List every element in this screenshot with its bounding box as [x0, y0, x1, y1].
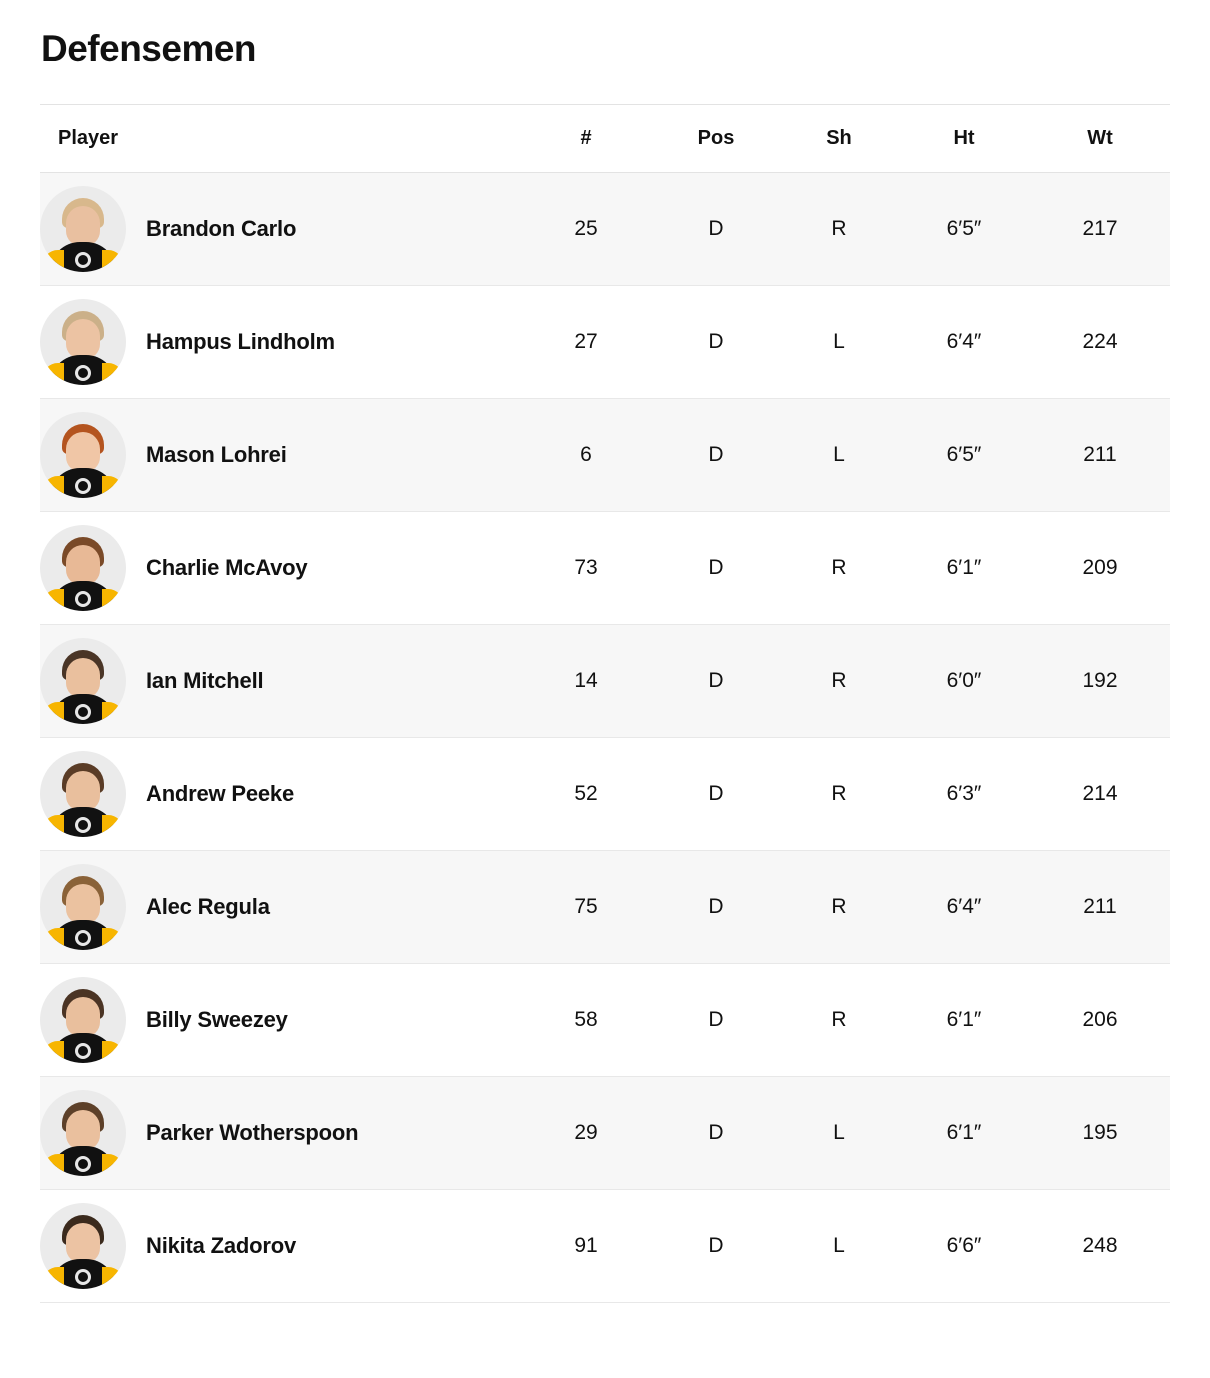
player-wrap	[40, 638, 520, 724]
player-position: D	[652, 399, 780, 512]
table-row[interactable]	[40, 399, 1170, 512]
player-shoots: L	[780, 399, 898, 512]
player-cell[interactable]	[40, 173, 520, 286]
player-weight: 209	[1030, 512, 1170, 625]
player-wrap	[40, 751, 520, 837]
player-wrap	[40, 864, 520, 950]
table-header	[40, 105, 1170, 173]
player-number: 27	[520, 286, 652, 399]
player-height: 6′1″	[898, 1077, 1030, 1190]
table-row[interactable]	[40, 1077, 1170, 1190]
column-header-position[interactable]: Pos	[652, 105, 780, 173]
headshot-shoulder-right	[102, 476, 124, 498]
player-number: 14	[520, 625, 652, 738]
player-wrap	[40, 1090, 520, 1176]
player-position: D	[652, 512, 780, 625]
avatar	[40, 751, 126, 837]
player-weight: 211	[1030, 851, 1170, 964]
player-height: 6′4″	[898, 851, 1030, 964]
avatar	[40, 977, 126, 1063]
headshot-face	[66, 206, 100, 246]
player-cell[interactable]	[40, 1190, 520, 1303]
player-position: D	[652, 625, 780, 738]
player-shoots: R	[780, 625, 898, 738]
table-row[interactable]	[40, 625, 1170, 738]
player-weight: 195	[1030, 1077, 1170, 1190]
player-height: 6′4″	[898, 286, 1030, 399]
player-cell[interactable]	[40, 286, 520, 399]
player-weight: 211	[1030, 399, 1170, 512]
column-header-weight[interactable]: Wt	[1030, 105, 1170, 173]
team-logo-icon	[75, 704, 91, 720]
headshot-face	[66, 997, 100, 1037]
headshot-shoulder-right	[102, 815, 124, 837]
player-name: Parker Wotherspoon	[146, 1120, 359, 1146]
player-weight: 248	[1030, 1190, 1170, 1303]
headshot-face	[66, 884, 100, 924]
table-row[interactable]	[40, 286, 1170, 399]
team-logo-icon	[75, 1156, 91, 1172]
player-number: 73	[520, 512, 652, 625]
player-number: 6	[520, 399, 652, 512]
player-position: D	[652, 964, 780, 1077]
column-header-player[interactable]: Player	[40, 105, 520, 173]
headshot-shoulder-left	[42, 928, 64, 950]
player-height: 6′5″	[898, 173, 1030, 286]
headshot-face	[66, 771, 100, 811]
player-shoots: L	[780, 1190, 898, 1303]
headshot-face	[66, 1223, 100, 1263]
table-row[interactable]	[40, 512, 1170, 625]
player-wrap	[40, 299, 520, 385]
team-logo-icon	[75, 591, 91, 607]
player-position: D	[652, 1190, 780, 1303]
player-shoots: R	[780, 173, 898, 286]
player-weight: 192	[1030, 625, 1170, 738]
player-cell[interactable]	[40, 851, 520, 964]
player-name: Billy Sweezey	[146, 1007, 288, 1033]
player-height: 6′1″	[898, 512, 1030, 625]
player-number: 58	[520, 964, 652, 1077]
headshot-face	[66, 432, 100, 472]
headshot-shoulder-left	[42, 702, 64, 724]
player-height: 6′5″	[898, 399, 1030, 512]
player-position: D	[652, 738, 780, 851]
player-shoots: R	[780, 851, 898, 964]
headshot-shoulder-left	[42, 1154, 64, 1176]
player-number: 91	[520, 1190, 652, 1303]
table-row[interactable]	[40, 851, 1170, 964]
avatar	[40, 412, 126, 498]
headshot-face	[66, 1110, 100, 1150]
headshot-shoulder-left	[42, 1267, 64, 1289]
headshot-shoulder-right	[102, 1041, 124, 1063]
table-row[interactable]	[40, 1190, 1170, 1303]
table-row[interactable]	[40, 173, 1170, 286]
player-shoots: L	[780, 1077, 898, 1190]
headshot-shoulder-left	[42, 476, 64, 498]
team-logo-icon	[75, 252, 91, 268]
headshot-face	[66, 658, 100, 698]
player-name: Nikita Zadorov	[146, 1233, 297, 1259]
player-name: Ian Mitchell	[146, 668, 264, 694]
player-wrap	[40, 977, 520, 1063]
headshot-shoulder-right	[102, 250, 124, 272]
table-body	[40, 173, 1170, 1303]
player-shoots: R	[780, 512, 898, 625]
player-wrap	[40, 1203, 520, 1289]
avatar	[40, 1203, 126, 1289]
player-weight: 206	[1030, 964, 1170, 1077]
player-cell[interactable]	[40, 964, 520, 1077]
headshot-shoulder-right	[102, 928, 124, 950]
player-number: 29	[520, 1077, 652, 1190]
headshot-shoulder-left	[42, 589, 64, 611]
table-row[interactable]	[40, 964, 1170, 1077]
player-height: 6′0″	[898, 625, 1030, 738]
headshot-shoulder-left	[42, 815, 64, 837]
headshot-shoulder-right	[102, 1154, 124, 1176]
player-position: D	[652, 286, 780, 399]
headshot-shoulder-right	[102, 1267, 124, 1289]
team-logo-icon	[75, 365, 91, 381]
avatar	[40, 864, 126, 950]
player-number: 75	[520, 851, 652, 964]
player-shoots: R	[780, 738, 898, 851]
page-title: Defensemen	[41, 28, 257, 69]
player-cell[interactable]	[40, 399, 520, 512]
team-logo-icon	[75, 1269, 91, 1285]
player-number: 52	[520, 738, 652, 851]
player-wrap	[40, 186, 520, 272]
table-header-row	[40, 105, 1170, 173]
player-height: 6′3″	[898, 738, 1030, 851]
column-header-number[interactable]: #	[520, 105, 652, 173]
avatar	[40, 525, 126, 611]
team-logo-icon	[75, 930, 91, 946]
player-name: Charlie McAvoy	[146, 555, 308, 581]
player-position: D	[652, 851, 780, 964]
player-weight: 217	[1030, 173, 1170, 286]
player-position: D	[652, 173, 780, 286]
player-position: D	[652, 1077, 780, 1190]
headshot-shoulder-right	[102, 702, 124, 724]
player-wrap	[40, 525, 520, 611]
player-weight: 224	[1030, 286, 1170, 399]
player-name: Mason Lohrei	[146, 442, 287, 468]
table-row[interactable]	[40, 738, 1170, 851]
headshot-shoulder-left	[42, 250, 64, 272]
headshot-face	[66, 319, 100, 359]
avatar	[40, 1090, 126, 1176]
player-cell[interactable]	[40, 738, 520, 851]
headshot-face	[66, 545, 100, 585]
player-shoots: R	[780, 964, 898, 1077]
player-cell[interactable]	[40, 1077, 520, 1190]
avatar	[40, 299, 126, 385]
player-weight: 214	[1030, 738, 1170, 851]
avatar	[40, 638, 126, 724]
team-logo-icon	[75, 1043, 91, 1059]
player-cell[interactable]	[40, 512, 520, 625]
player-name: Brandon Carlo	[146, 216, 297, 242]
player-name: Hampus Lindholm	[146, 329, 335, 355]
player-number: 25	[520, 173, 652, 286]
player-name: Andrew Peeke	[146, 781, 295, 807]
headshot-shoulder-left	[42, 1041, 64, 1063]
team-logo-icon	[75, 478, 91, 494]
player-height: 6′6″	[898, 1190, 1030, 1303]
avatar	[40, 186, 126, 272]
player-cell[interactable]	[40, 625, 520, 738]
player-shoots: L	[780, 286, 898, 399]
player-wrap	[40, 412, 520, 498]
headshot-shoulder-left	[42, 363, 64, 385]
column-header-shoots[interactable]: Sh	[780, 105, 898, 173]
team-logo-icon	[75, 817, 91, 833]
roster-table	[40, 104, 1170, 1303]
player-height: 6′1″	[898, 964, 1030, 1077]
player-name: Alec Regula	[146, 894, 270, 920]
headshot-shoulder-right	[102, 363, 124, 385]
column-header-height[interactable]: Ht	[898, 105, 1030, 173]
headshot-shoulder-right	[102, 589, 124, 611]
